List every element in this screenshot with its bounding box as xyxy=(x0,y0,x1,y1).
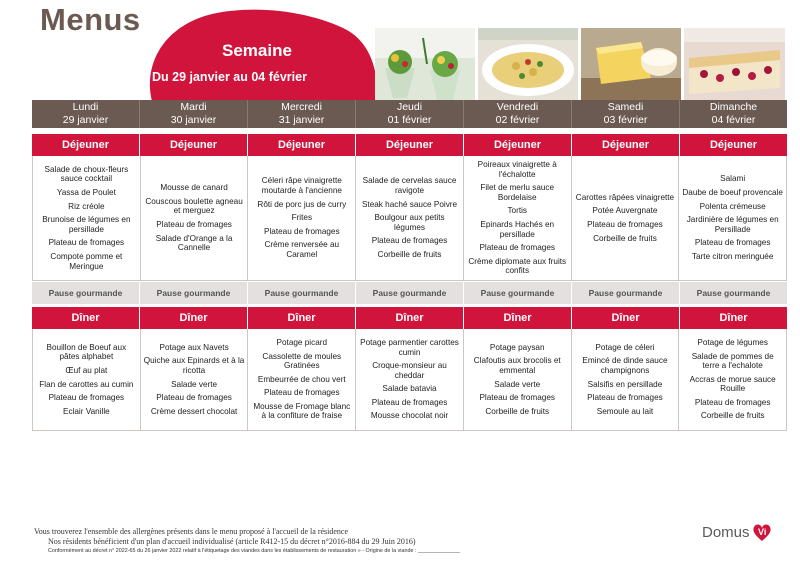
day-date: 31 janvier xyxy=(278,114,325,126)
menu-item: Polenta crémeuse xyxy=(699,201,766,211)
menu-item: Salade verte xyxy=(171,379,218,389)
meat-origin-notice: Conformément au décret n° 2022-65 du 26 janvier 2022 relatif à l'étiquetage des viandes dans les établissements de restauration » - Origine de la viande : ______________ xyxy=(48,548,460,554)
menu-item: Crème renversée au Caramel xyxy=(264,240,340,259)
food-photos xyxy=(375,28,785,100)
menu-item: Corbeille de fruits xyxy=(485,406,550,416)
care-plan-notice: Nos résidents bénéficient d'un plan d'accueil individualisé (article R412-15 du décret n°2016-884 du 29 Juin 2016) xyxy=(48,537,416,546)
days-header xyxy=(32,100,787,128)
day-date: 03 février xyxy=(603,114,648,126)
menu-item: Riz créole xyxy=(68,201,105,211)
day-date: 30 janvier xyxy=(170,114,217,126)
menu-item: Plateau de fromages xyxy=(694,397,771,407)
day-header xyxy=(680,100,787,128)
dinner-label: Dîner xyxy=(464,307,572,329)
menu-item: Eclair Vanille xyxy=(63,406,110,416)
menu-item: Mousse chocolat noir xyxy=(370,411,449,421)
lunch-label: Déjeuner xyxy=(140,134,248,156)
dinner-label: Dîner xyxy=(356,307,464,329)
menu-item: Plateau de fromages xyxy=(587,220,663,229)
lunch-label: Déjeuner xyxy=(572,134,680,156)
lunch-header-row xyxy=(32,134,787,156)
page-title: Menus xyxy=(40,2,141,37)
day-name: Vendredi xyxy=(496,101,539,113)
snack-label: Pause gourmande xyxy=(696,288,771,298)
lunch-day-column xyxy=(33,156,141,281)
menu-item: Embeurrée de chou vert xyxy=(257,374,346,384)
menu-item: Rôti de porc jus de curry xyxy=(257,199,347,209)
cocktail-salad-photo xyxy=(375,28,475,100)
day-name: Lundi xyxy=(72,101,99,113)
snack-row xyxy=(32,282,787,304)
menu-item: Brunoise de légumes en persillade xyxy=(42,215,131,234)
menu-item: Daube de boeuf provencale xyxy=(682,188,783,198)
menu-item: Quiche aux Epinards et à la ricotta xyxy=(143,356,245,375)
menu-item: Potage de céleri xyxy=(595,342,655,352)
menu-item: Plateau de fromages xyxy=(587,393,663,403)
lunch-day-column xyxy=(679,156,787,281)
menu-item: Croque-monsieur au cheddar xyxy=(372,361,447,380)
day-date: 02 février xyxy=(495,114,540,126)
menu-item: Salade de cervelas sauce ravigote xyxy=(362,176,457,196)
menu-item: Salade de pommes de terre a l'echalote xyxy=(691,351,774,371)
day-name: Mercredi xyxy=(281,101,322,113)
snack-label: Pause gourmande xyxy=(572,282,680,304)
menu-item: Tortis xyxy=(507,206,528,216)
menu-item: Œuf au plat xyxy=(65,365,108,375)
menu-item: Salade verte xyxy=(494,379,541,389)
dinner-label: Dîner xyxy=(140,307,248,329)
snack-label: Pause gourmande xyxy=(464,282,572,304)
menu-item: Plateau de fromages xyxy=(156,393,232,403)
menu-item: Epinards Hachés en persillade xyxy=(480,220,555,239)
menu-item: Potage parmentier carottes cumin xyxy=(360,337,459,357)
menu-item: Mousse de Fromage blanc à la confiture de fraise xyxy=(253,401,351,421)
dinner-day-column xyxy=(248,329,356,431)
menu-item: Potage paysan xyxy=(489,342,545,352)
menu-item: Boulgour aux petits légumes xyxy=(374,213,445,232)
berry-tart-photo xyxy=(684,28,785,100)
snack-label: Pause gourmande xyxy=(356,282,464,304)
lunch-label: Déjeuner xyxy=(248,134,356,156)
day-header xyxy=(140,100,248,128)
dinner-day-column xyxy=(464,329,572,431)
menu-item: Filet de merlu sauce Bordelaise xyxy=(480,183,555,202)
menu-item: Corbeille de fruits xyxy=(700,411,765,421)
pasta-dish-photo xyxy=(478,28,578,100)
lunch-day-column xyxy=(248,156,356,281)
menu-item: Carottes râpées vinaigrette xyxy=(575,192,675,202)
day-date: 29 janvier xyxy=(62,114,109,126)
week-label: Semaine xyxy=(222,41,292,60)
lunch-menu-grid xyxy=(32,156,787,281)
menu-item: Salade d'Orange a la Cannelle xyxy=(155,233,233,253)
dinner-day-column xyxy=(679,329,787,431)
menu-item: Semoule au lait xyxy=(596,406,654,416)
day-header xyxy=(572,100,680,128)
menu-item: Plateau de fromages xyxy=(479,243,556,253)
lunch-day-column xyxy=(572,156,680,281)
menu-item: Salade de choux-fleurs sauce cocktail xyxy=(44,164,129,184)
lunch-label: Déjeuner xyxy=(32,134,140,156)
snack-label: Pause gourmande xyxy=(140,282,248,304)
lunch-label: Déjeuner xyxy=(709,139,758,151)
menu-item: Cassolette de moules Gratinées xyxy=(262,351,342,371)
dinner-label: Dîner xyxy=(248,307,356,329)
lunch-day-column xyxy=(141,156,249,281)
snack-label: Pause gourmande xyxy=(248,282,356,304)
menu-item: Salami xyxy=(720,174,746,184)
menu-item: Plateau de fromages xyxy=(264,388,340,398)
menu-item: Emincé de dinde sauce champignons xyxy=(582,356,668,375)
dinner-day-column xyxy=(572,329,680,431)
day-header xyxy=(356,100,464,128)
menu-item: Poireaux vinaigrette à l'échalotte xyxy=(477,160,557,179)
menu-item: Bouillon de Boeuf aux pâtes alphabet xyxy=(46,342,127,362)
day-name: Samedi xyxy=(607,101,644,113)
day-name: Dimanche xyxy=(709,101,758,113)
domusvi-logo xyxy=(702,521,773,543)
logo-text: Domus xyxy=(702,523,750,541)
menu-item: Potage aux Navets xyxy=(159,342,229,352)
menu-item: Plateau de fromages xyxy=(694,238,771,248)
day-name: Jeudi xyxy=(396,101,423,113)
day-name: Mardi xyxy=(180,101,207,113)
menu-item: Potage de légumes xyxy=(697,337,768,347)
menu-item: Plateau de fromages xyxy=(371,236,448,246)
lunch-label: Déjeuner xyxy=(356,134,464,156)
menu-item: Crème dessert chocolat xyxy=(150,406,238,416)
menu-item: Frites xyxy=(291,213,313,223)
menu-item: Steak haché sauce Poivre xyxy=(361,199,458,209)
menu-item: Mousse de canard xyxy=(160,183,228,193)
cheese-photo xyxy=(581,28,681,100)
allergen-notice: Vous trouverez l'ensemble des allergènes présents dans le menu proposé à l'accueil de la résidence xyxy=(34,527,349,536)
menu-item: Plateau de fromages xyxy=(48,393,125,403)
day-header xyxy=(32,100,140,128)
menu-item: Plateau de fromages xyxy=(371,397,448,407)
menu-item: Céleri râpe vinaigrette moutarde à l'ancienne xyxy=(261,176,342,196)
dinner-menu-grid xyxy=(32,329,787,431)
dinner-label: Dîner xyxy=(32,307,140,329)
svg-text:Vi: Vi xyxy=(757,527,766,537)
week-range: Du 29 janvier au 04 février xyxy=(152,70,307,84)
menu-item: Accras de morue sauce Rouille xyxy=(689,374,776,394)
menu-item: Potage picard xyxy=(276,337,328,347)
menu-item: Plateau de fromages xyxy=(479,393,556,403)
menu-item: Plateau de fromages xyxy=(156,220,232,229)
menu-item: Salade batavia xyxy=(382,384,437,394)
day-date: 01 février xyxy=(387,114,432,126)
menu-item: Yassa de Poulet xyxy=(56,188,116,198)
dinner-day-column xyxy=(356,329,464,431)
menu-item: Plateau de fromages xyxy=(264,226,340,236)
dinner-label: Dîner xyxy=(572,307,680,329)
menu-item: Plateau de fromages xyxy=(48,238,125,248)
menu-item: Corbeille de fruits xyxy=(593,233,657,243)
menu-item: Tarte citron meringuée xyxy=(691,251,774,261)
dinner-label: Dîner xyxy=(719,312,748,324)
menu-item: Jardinière de légumes en Persillade xyxy=(686,215,779,234)
menu-item: Compote pomme et Meringue xyxy=(50,251,123,271)
menu-item: Corbeille de fruits xyxy=(377,249,442,259)
dinner-header-row xyxy=(32,307,787,329)
day-header xyxy=(248,100,356,128)
day-date: 04 février xyxy=(711,114,756,126)
menu-item: Flan de carottes au cumin xyxy=(39,379,134,389)
menu-item: Salsifis en persillade xyxy=(587,379,663,389)
snack-label: Pause gourmande xyxy=(32,282,140,304)
dinner-day-column xyxy=(141,329,249,431)
menu-item: Clafoutis aux brocolis et emmental xyxy=(473,356,561,375)
menu-item: Crème diplomate aux fruits confits xyxy=(468,256,567,276)
menu-item: Couscous boulette agneau et merguez xyxy=(145,196,243,216)
lunch-day-column xyxy=(464,156,572,281)
lunch-label: Déjeuner xyxy=(464,134,572,156)
dinner-day-column xyxy=(33,329,141,431)
menu-item: Potée Auvergnate xyxy=(592,206,658,216)
day-header xyxy=(464,100,572,128)
lunch-day-column xyxy=(356,156,464,281)
domusvi-heart-logo-icon xyxy=(751,521,773,543)
